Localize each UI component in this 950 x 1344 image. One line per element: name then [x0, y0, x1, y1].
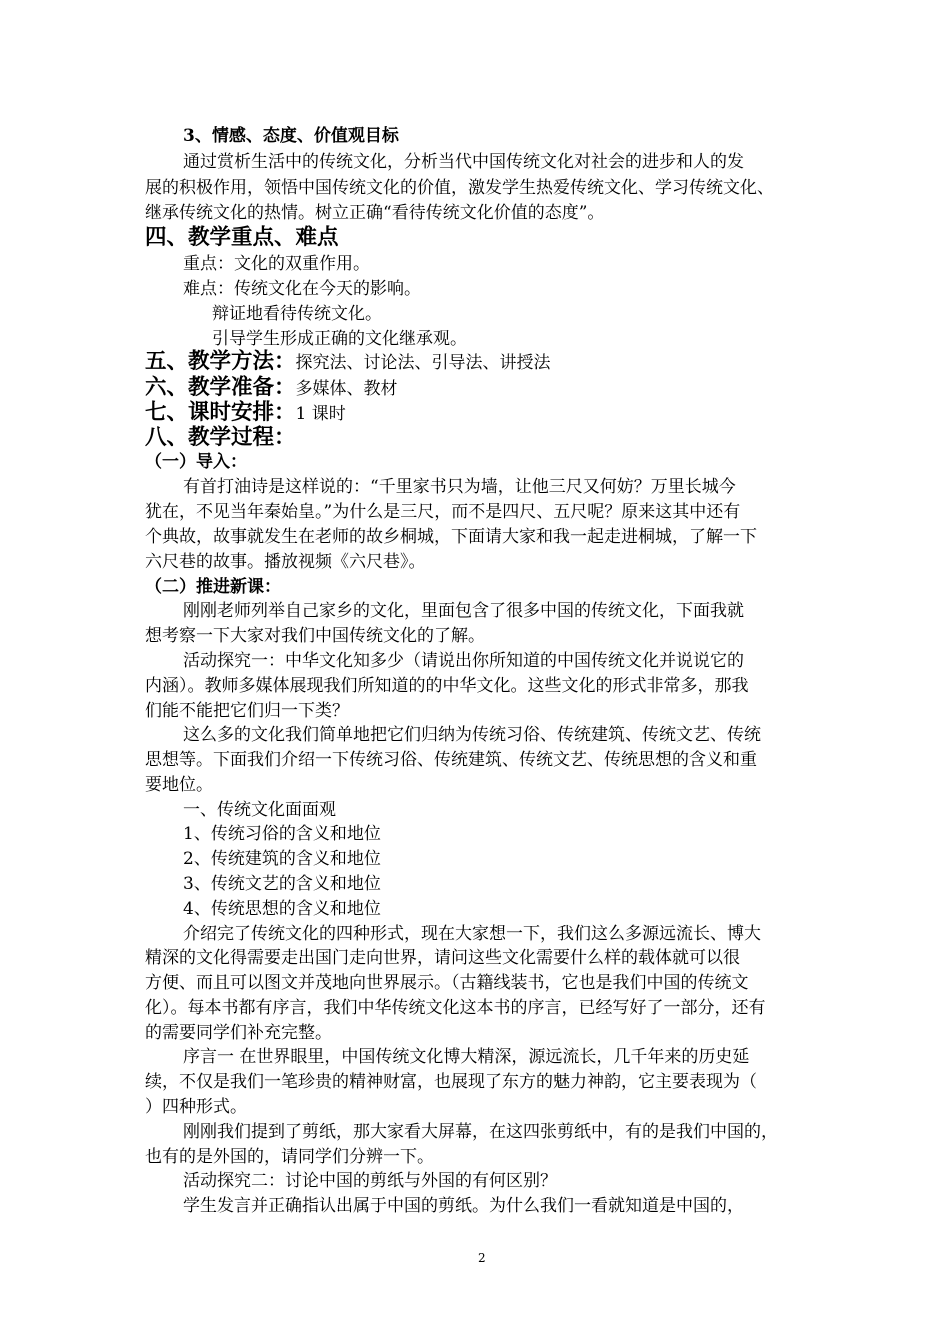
section4-line: 引导学生形成正确的文化继承观。	[212, 329, 467, 349]
newlesson-heading: （二）推进新课：	[145, 577, 281, 597]
section6-text: 多媒体、教材	[295, 379, 398, 399]
newlesson-line: 这么多的文化我们简单地把它们归纳为传统习俗、传统建筑、传统文艺、传统	[183, 725, 761, 745]
newlesson-line: 们能不能把它们归一下类？	[145, 701, 349, 721]
newlesson-line: 刚刚老师列举自己家乡的文化，里面包含了很多中国的传统文化，下面我就	[183, 601, 744, 621]
newlesson-line: 介绍完了传统文化的四种形式，现在大家想一下，我们这么多源远流长、博大	[183, 924, 761, 944]
newlesson-line: 想考察一下大家对我们中国传统文化的了解。	[145, 626, 485, 646]
newlesson-line: 序言一 在世界眼里，中国传统文化博大精深，源远流长，几千年来的历史延	[183, 1047, 750, 1067]
section4-line: 辩证地看待传统文化。	[212, 304, 382, 324]
newlesson-line: 4、传统思想的含义和地位	[183, 899, 381, 919]
intro-line: 犹在，不见当年秦始皇。”为什么是三尺，而不是四尺、五尺呢？原来这其中还有	[145, 502, 741, 522]
section4-heading: 四、教学重点、难点	[145, 225, 339, 250]
section5-text: 探究法、讨论法、引导法、讲授法	[295, 353, 551, 373]
section4-line: 难点：传统文化在今天的影响。	[183, 279, 421, 299]
newlesson-line: 活动探究二：讨论中国的剪纸与外国的有何区别？	[183, 1171, 557, 1191]
goals-heading: 3、情感、态度、价值观目标	[183, 126, 399, 146]
section7-title: 七、课时安排：	[145, 400, 296, 425]
newlesson-line: 续，不仅是我们一笔珍贵的精神财富，也展现了东方的魅力神韵，它主要表现为（	[145, 1072, 757, 1092]
section4-line: 重点：文化的双重作用。	[183, 254, 370, 274]
newlesson-line: 思想等。下面我们介绍一下传统习俗、传统建筑、传统文艺、传统思想的含义和重	[145, 750, 757, 770]
newlesson-line: 的需要同学们补充完整。	[145, 1023, 332, 1043]
goals-line: 展的积极作用，领悟中国传统文化的价值，激发学生热爱传统文化、学习传统文化、	[145, 178, 774, 198]
newlesson-line: 活动探究一：中华文化知多少（请说出你所知道的中国传统文化并说说它的	[183, 651, 744, 671]
intro-line: 六尺巷的故事。播放视频《六尺巷》。	[145, 552, 426, 572]
newlesson-line: 3、传统文艺的含义和地位	[183, 874, 381, 894]
newlesson-line: 也有的是外国的，请同学们分辨一下。	[145, 1147, 434, 1167]
intro-line: 有首打油诗是这样说的：“千里家书只为墙，让他三尺又何妨？万里长城今	[183, 477, 736, 497]
section5-title: 五、教学方法：	[145, 349, 296, 374]
section7-text: 1 课时	[295, 404, 346, 424]
section8-heading: 八、教学过程：	[145, 425, 296, 450]
intro-heading: （一）导入：	[145, 452, 247, 472]
intro-line: 个典故，故事就发生在老师的故乡桐城，下面请大家和我一起走进桐城，了解一下	[145, 527, 757, 547]
goals-line: 通过赏析生活中的传统文化，分析当代中国传统文化对社会的进步和人的发	[183, 152, 744, 172]
newlesson-line: 化）。每本书都有序言，我们中华传统文化这本书的序言，已经写好了一部分，还有	[145, 998, 766, 1018]
newlesson-line: 刚刚我们提到了剪纸，那大家看大屏幕，在这四张剪纸中，有的是我们中国的，	[183, 1122, 778, 1142]
newlesson-line: 精深的文化得需要走出国门走向世界，请问这些文化需要什么样的载体就可以很	[145, 948, 740, 968]
section5-heading	[145, 348, 551, 377]
page-number: 2	[478, 1251, 486, 1265]
newlesson-line: 一、传统文化面面观	[183, 800, 336, 820]
newlesson-line: 2、传统建筑的含义和地位	[183, 849, 381, 869]
newlesson-line: 要地位。	[145, 775, 213, 795]
goals-line: 继承传统文化的热情。树立正确“看待传统文化价值的态度”。	[145, 203, 605, 223]
newlesson-line: 内涵）。教师多媒体展现我们所知道的的中华文化。这些文化的形式非常多，那我	[145, 676, 749, 696]
section6-title: 六、教学准备：	[145, 375, 296, 400]
newlesson-line: 方便、而且可以图文并茂地向世界展示。（古籍线装书，它也是我们中国的传统文	[145, 973, 749, 993]
newlesson-line: 学生发言并正确指认出属于中国的剪纸。为什么我们一看就知道是中国的，	[183, 1196, 744, 1216]
newlesson-line: ）四种形式。	[145, 1097, 247, 1117]
newlesson-line: 1、传统习俗的含义和地位	[183, 824, 381, 844]
